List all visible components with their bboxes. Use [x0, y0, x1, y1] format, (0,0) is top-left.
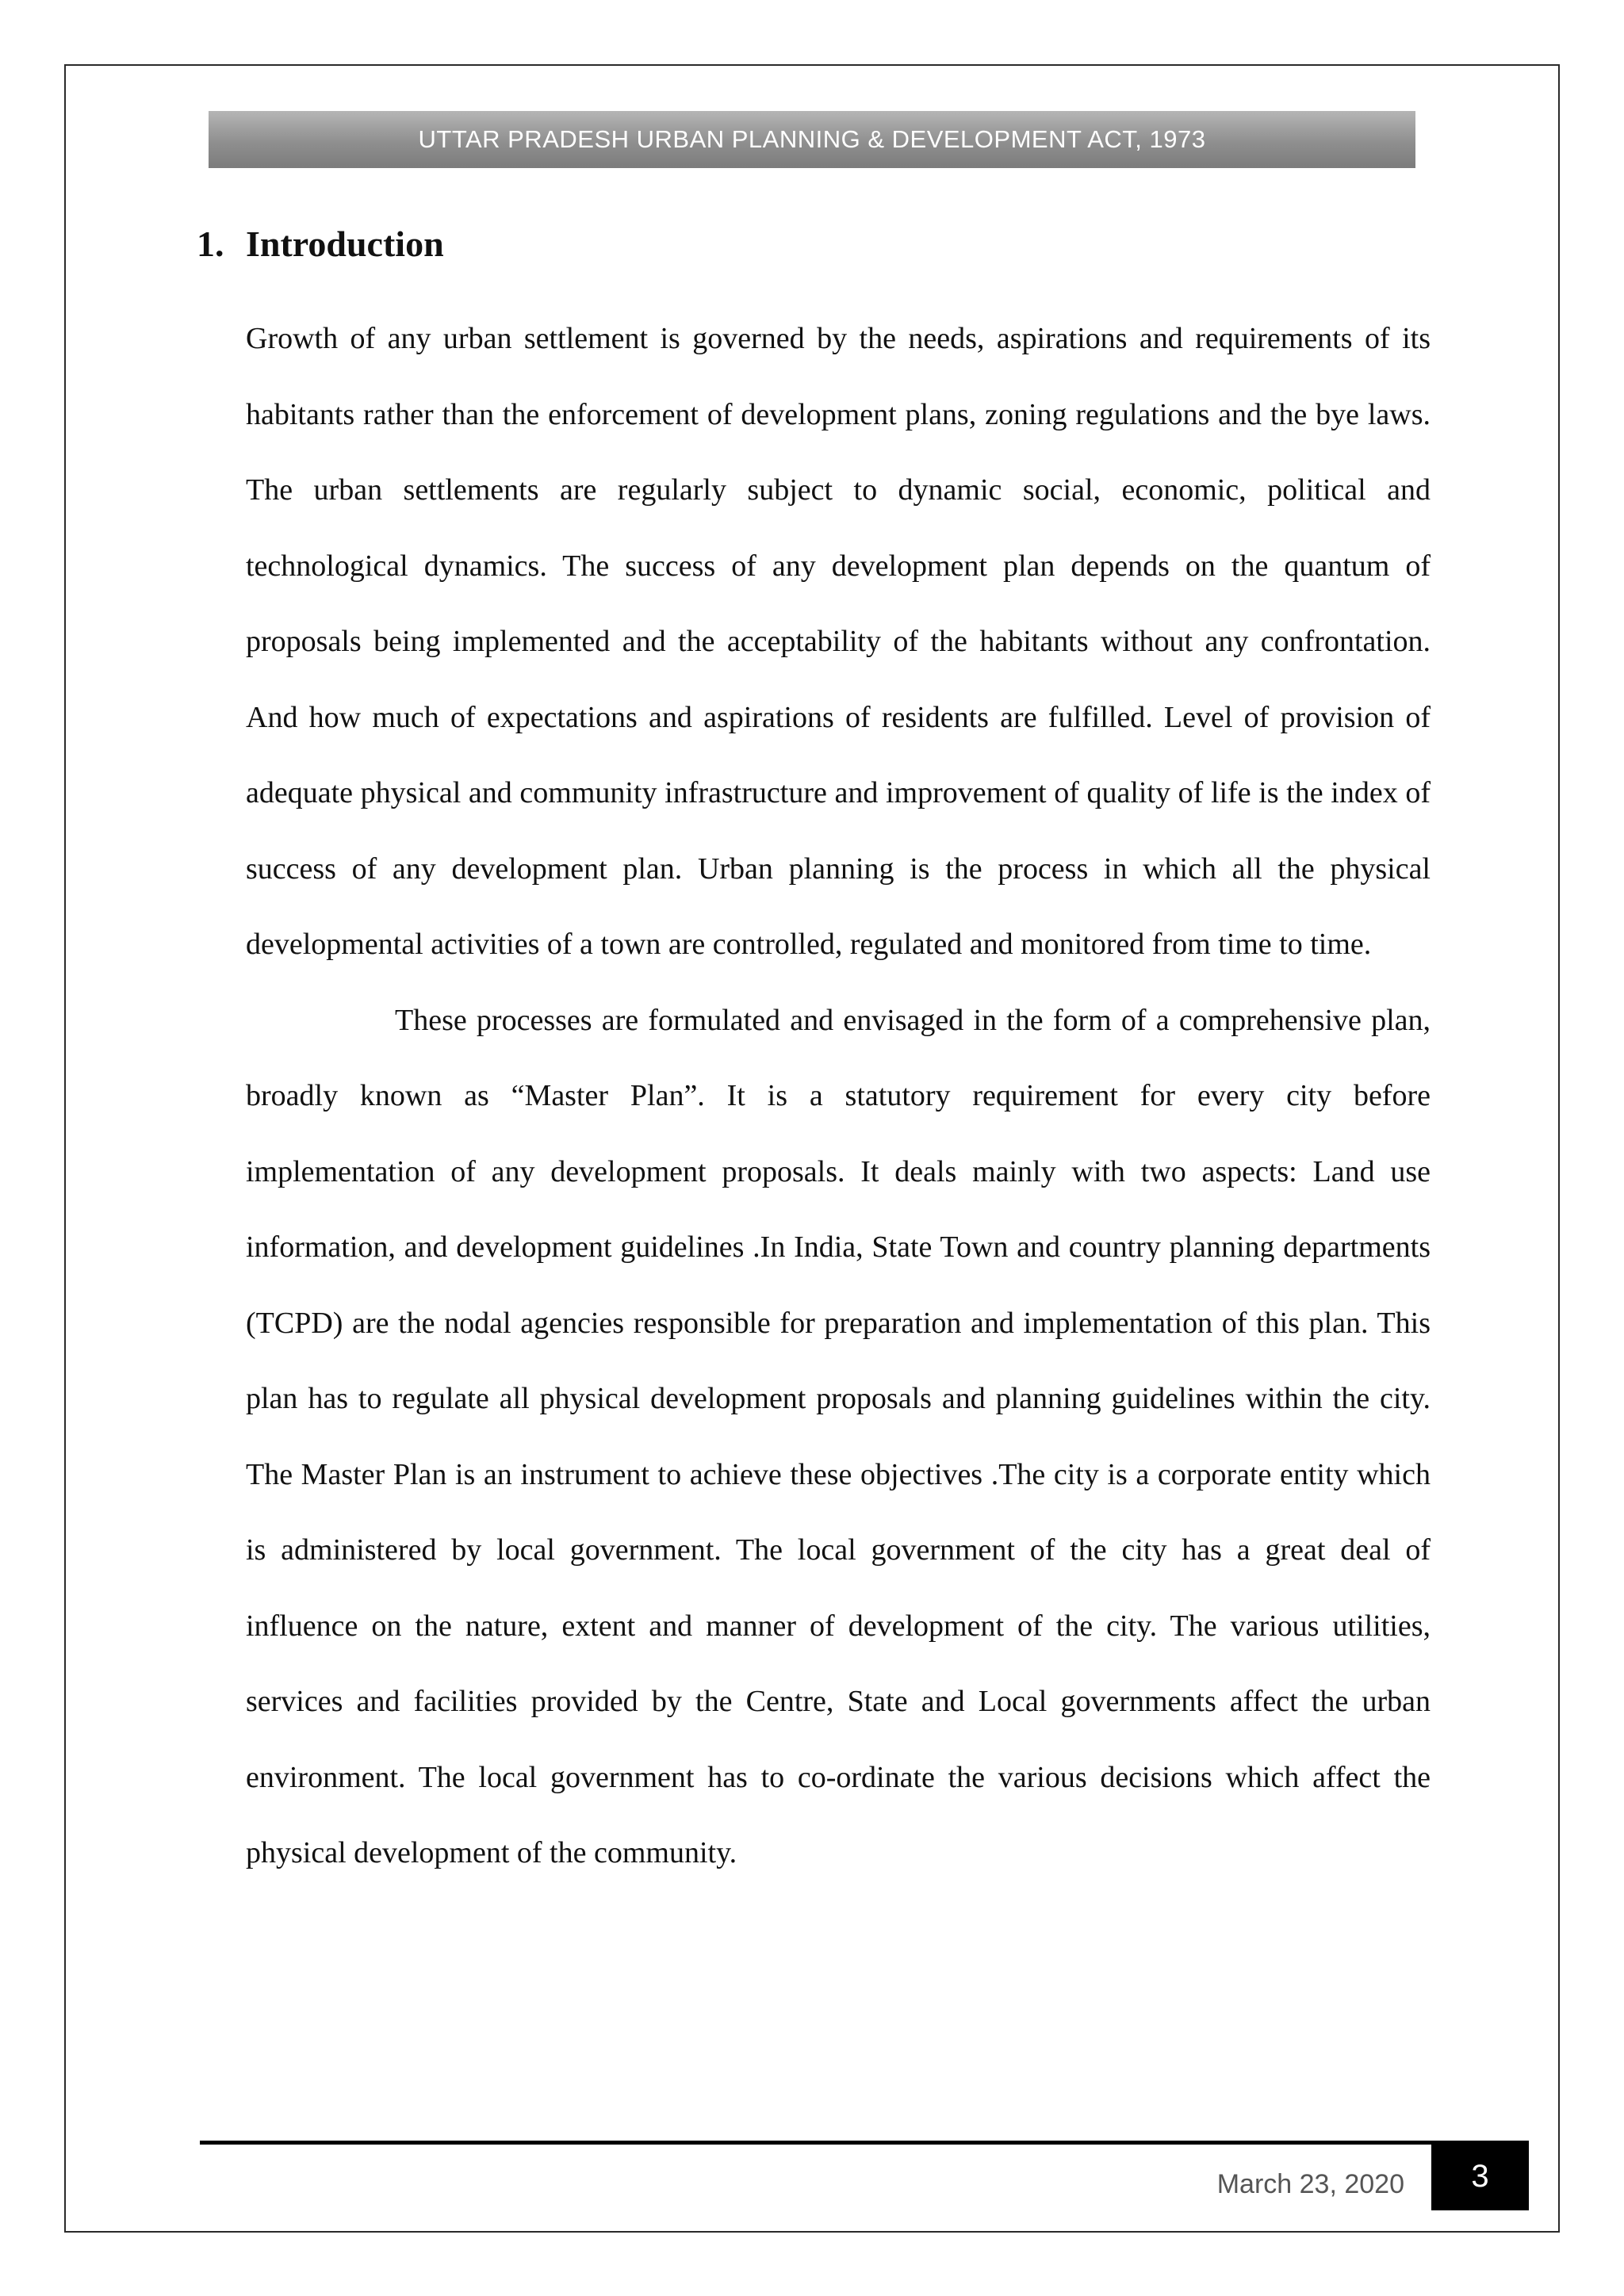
header-title: UTTAR PRADESH URBAN PLANNING & DEVELOPMENT ACT, 1973	[418, 125, 1206, 153]
page-number: 3	[1471, 2158, 1489, 2194]
footer-date: March 23, 2020	[1216, 2169, 1404, 2199]
section-number: 1.	[197, 224, 224, 264]
section-title: Introduction	[246, 224, 444, 264]
page-number-box	[1431, 2142, 1529, 2210]
section-heading	[197, 220, 444, 268]
header-banner	[209, 111, 1415, 168]
paragraph-2: These processes are formulated and envisaged in the form of a comprehensive plan, broadly known as “Master Plan”. It is a statutory requirement for every city before implementation of any development proposals. It deals mainly with two aspects: Land use information, and development guidelines .In India, State Town and country planning departments (TCPD) are the nodal agencies responsible for preparation and implementation of this plan. This plan has to regulate all physical development proposals and planning guidelines within the city. The Master Plan is an instrument to achieve these objectives .The city is a corporate entity which is administered by local government. The local government of the city has a great deal of influence on the nature, extent and manner of development of the city. The various utilities, services and facilities provided by the Centre, State and Local governments affect the urban environment. The local government has to co-ordinate the various decisions which affect the physical development of the community.	[246, 1003, 1431, 1869]
footer-rule	[200, 2141, 1529, 2145]
body-content	[246, 301, 1431, 1892]
paragraph-1: Growth of any urban settlement is governed by the needs, aspirations and requirements of its habitants rather than the enforcement of development plans, zoning regulations and the bye laws. The urban settlements are regularly subject to dynamic social, economic, political and technological dynamics. The success of any development plan depends on the quantum of proposals being implemented and the acceptability of the habitants without any confrontation. And how much of expectations and aspirations of residents are fulfilled. Level of provision of adequate physical and community infrastructure and improvement of quality of life is the index of success of any development plan. Urban planning is the process in which all the physical developmental activities of a town are controlled, regulated and monitored from time to time.	[246, 322, 1431, 961]
